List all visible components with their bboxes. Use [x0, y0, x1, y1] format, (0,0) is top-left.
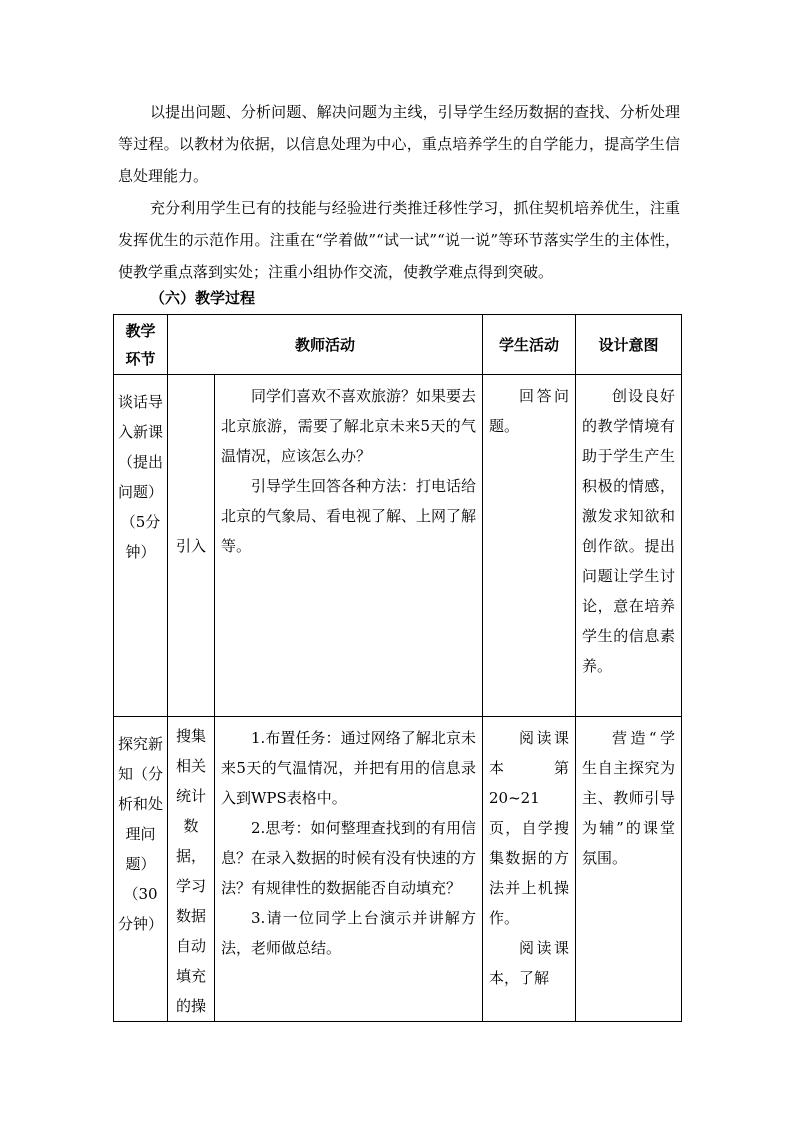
design-intent-cell [576, 717, 682, 1022]
student-activity-line: 阅读课本，了解 [489, 939, 570, 987]
header-student-label: 学生活动 [499, 335, 560, 354]
student-activity-line: 阅读课本第20~21页，自学搜集数据的方法并上机操作。 [489, 729, 570, 927]
teacher-activity-cell [215, 717, 483, 1022]
table-row [114, 375, 682, 717]
intro-paragraph-1: 以提出问题、分析问题、解决问题为主线，引导学生经历数据的查找、分析处理等过程。以教材为依据，以信息处理为中心，重点培养学生的自学能力，提高学生信息处理能力。 [118, 103, 680, 185]
header-intent [576, 315, 682, 375]
design-intent-text: 营造“学生自主探究为主、教师引导为辅”的课堂氛围。 [582, 729, 676, 867]
header-stage-label: 教学环节 [125, 321, 156, 368]
student-activity-cell [483, 375, 576, 717]
section-heading: （六）教学过程 [150, 289, 256, 307]
teaching-process-table [113, 314, 682, 1022]
header-teacher [168, 315, 483, 375]
teacher-activity-line: 2.思考：如何整理查找到的有用信息？在录入数据的时候有没有快速的方法？有规律性的数据能否自动填充？ [221, 819, 477, 897]
student-activity-cell [483, 717, 576, 1022]
teacher-activity-line: 引导学生回答各种方法：打电话给北京的气象局、看电视了解、上网了解等。 [221, 477, 477, 555]
table-row [114, 717, 682, 1022]
header-stage [114, 315, 168, 375]
stage-cell [114, 375, 168, 717]
substage-cell [168, 717, 215, 1022]
substage-text: 引入 [175, 536, 206, 555]
design-intent-cell [576, 375, 682, 717]
student-activity-line: 回答问题。 [489, 387, 570, 435]
design-intent-text: 创设良好的教学情境有助于学生产生积极的情感，激发求知欲和创作欲。提出问题让学生讨论，意在培养学生的信息素养。 [582, 387, 676, 675]
stage-cell [114, 717, 168, 1022]
header-intent-label: 设计意图 [598, 335, 659, 354]
table-header-row [114, 315, 682, 375]
substage-cell [168, 375, 215, 717]
stage-text: 谈话导入新课（提出问题）（5分钟） [118, 393, 164, 561]
stage-text: 探究新知（分析和处理问题）（30分钟） [118, 735, 164, 933]
teacher-activity-line: 同学们喜欢不喜欢旅游？如果要去北京旅游，需要了解北京未来5天的气温情况，应该怎么办？ [221, 387, 477, 465]
substage-text: 搜集相关统计数据，学习数据自动填充的操 [175, 727, 206, 1015]
teacher-activity-line: 1.布置任务：通过网络了解北京未来5天的气温情况，并把有用的信息录入到WPS表格中。 [221, 729, 477, 807]
teacher-activity-cell [215, 375, 483, 717]
teacher-activity-line: 3.请一位同学上台演示并讲解方法，老师做总结。 [221, 909, 477, 957]
intro-paragraph-2: 充分利用学生已有的技能与经验进行类推迁移性学习，抓住契机培养优生，注重发挥优生的示范作用。注重在“学着做”“试一试”“说一说”等环节落实学生的主体性，使教学重点落到实处；注重小组协作交流，使教学难点得到突破。 [118, 199, 680, 281]
header-teacher-label: 教师活动 [295, 335, 356, 354]
header-student [483, 315, 576, 375]
